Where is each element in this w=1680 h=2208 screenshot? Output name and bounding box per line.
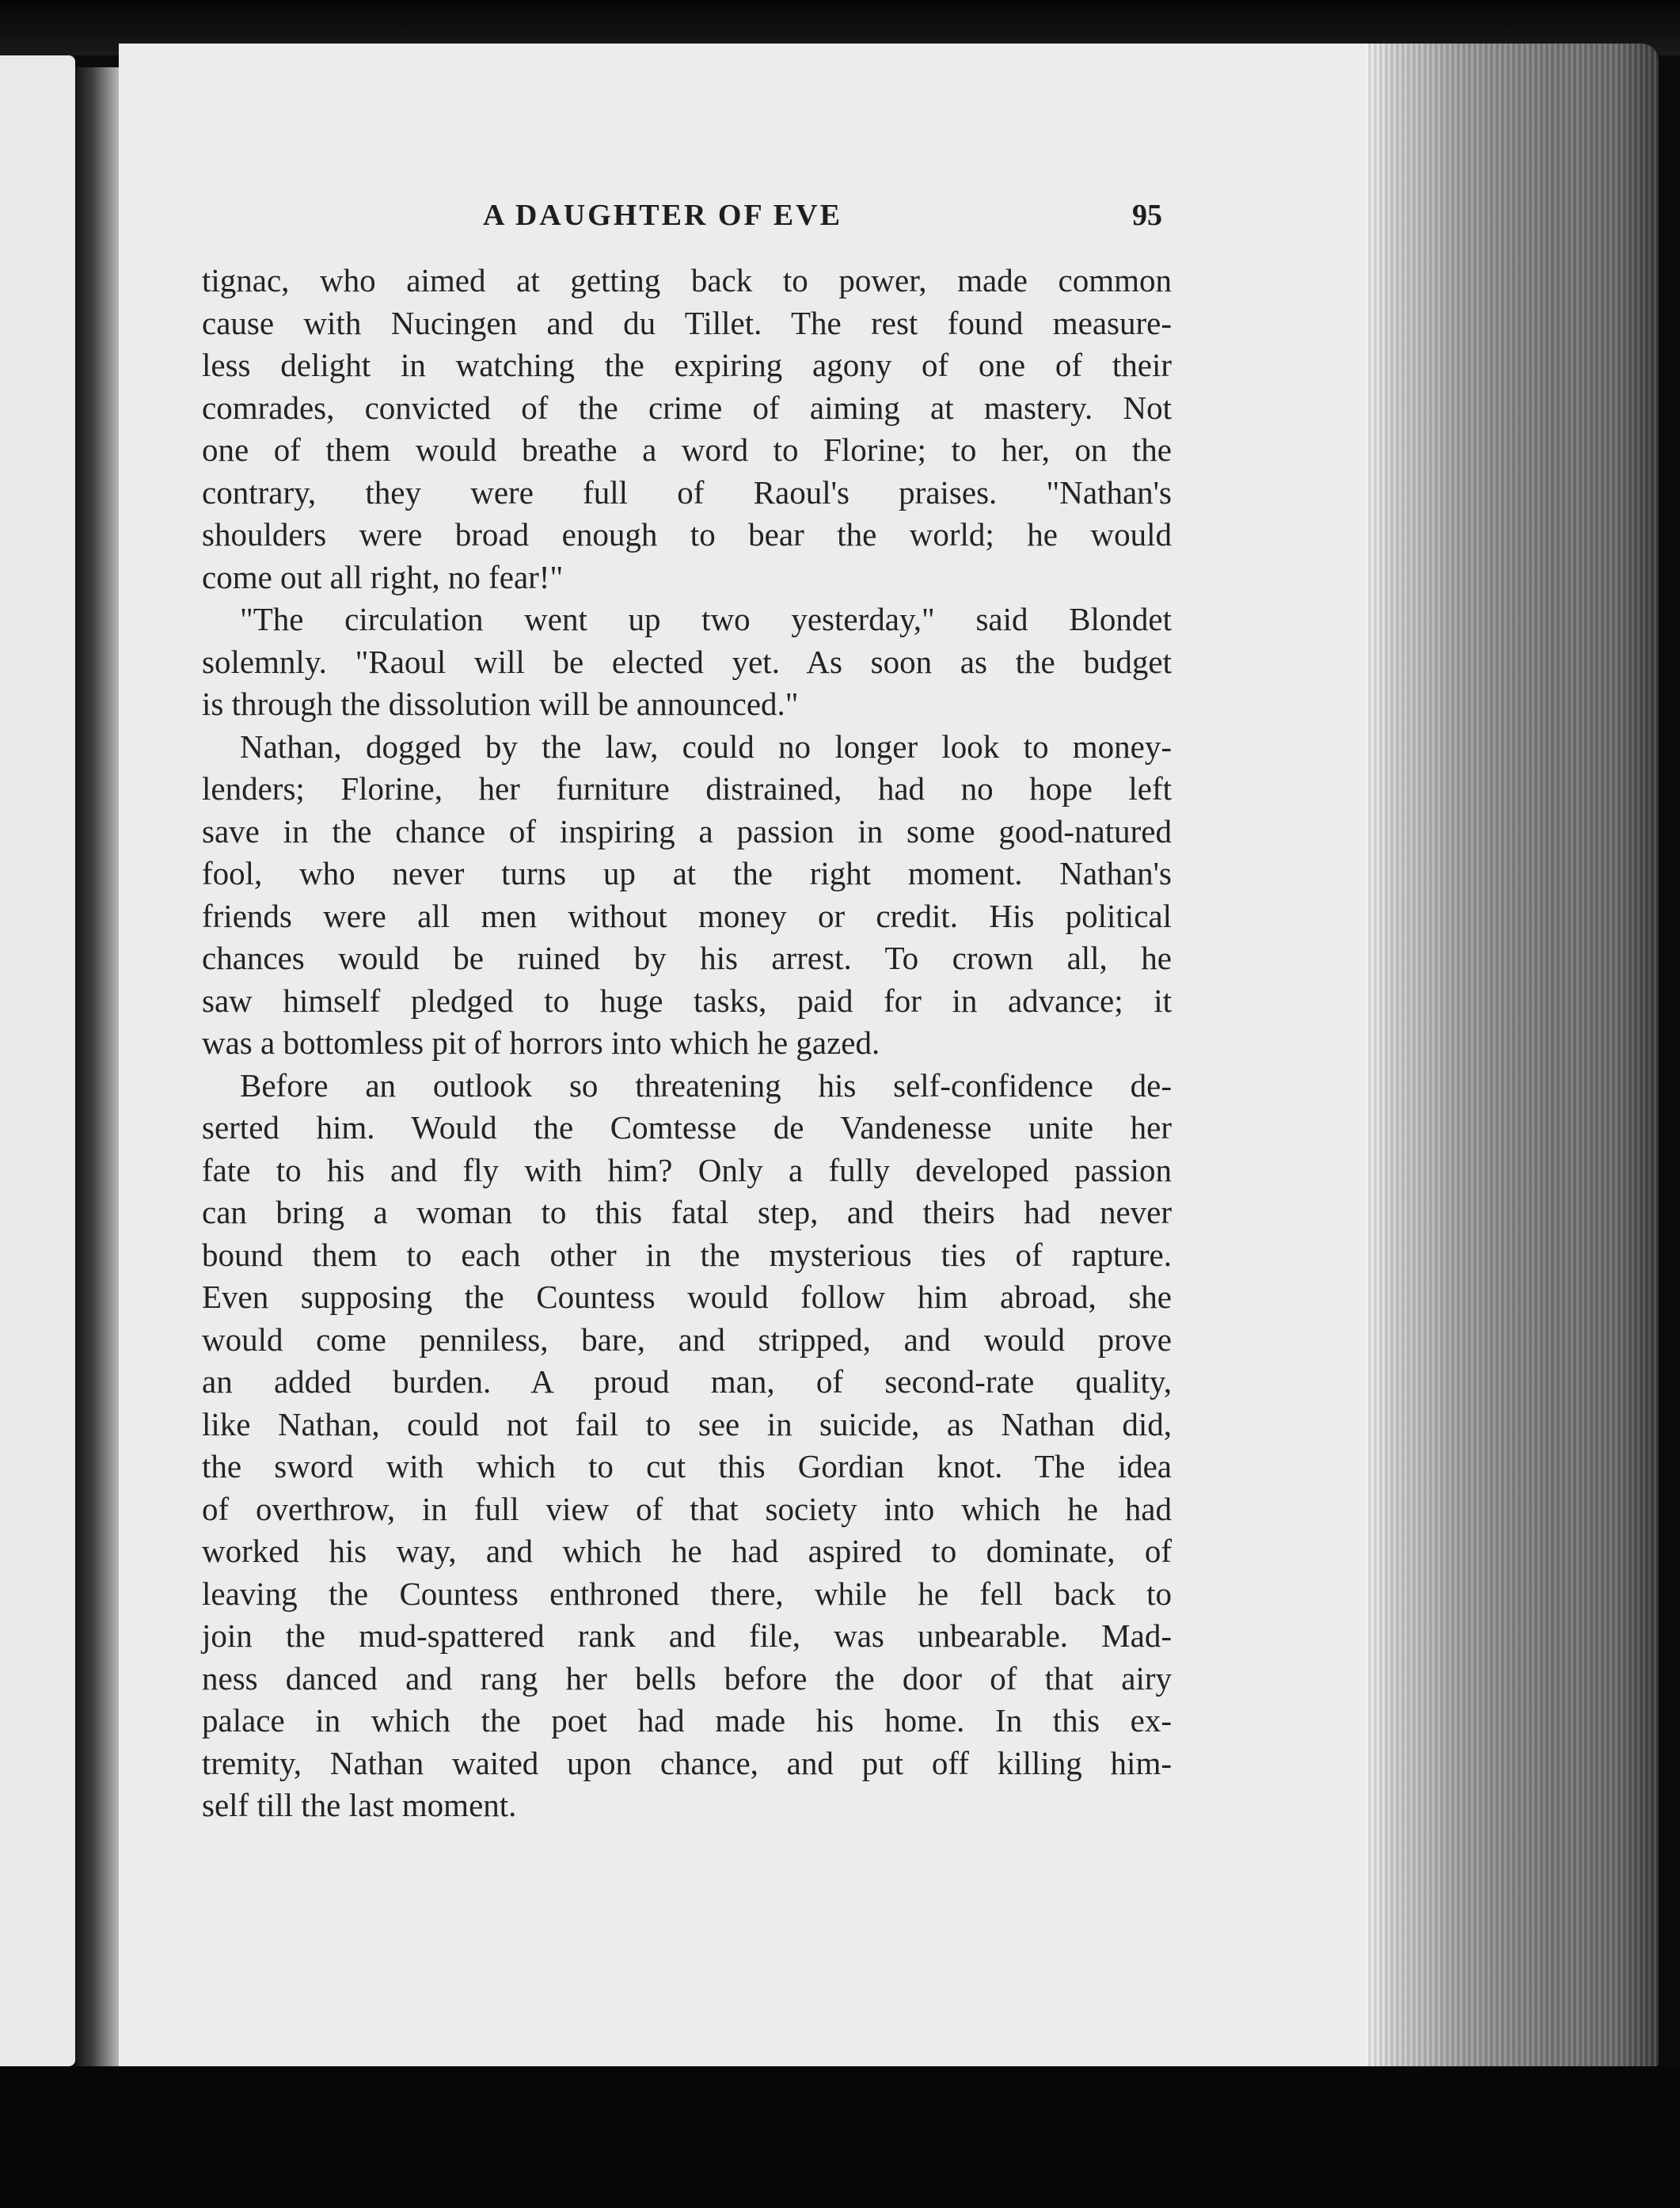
text-line: comrades, convicted of the crime of aiming at mastery. Not [202, 389, 1172, 426]
scan-bottom-border [0, 2066, 1680, 2208]
running-title: A DAUGHTER OF EVE [483, 199, 842, 232]
text-line: lenders; Florine, her furniture distrained, had no hope left [202, 770, 1172, 807]
text-line: ness danced and rang her bells before the door of that airy [202, 1659, 1172, 1697]
facing-page-edge [0, 55, 75, 2066]
text-line: was a bottomless pit of horrors into which he gazed. [202, 1024, 880, 1061]
text-line: "The circulation went up two yesterday," said Blondet [240, 601, 1172, 637]
text-line: friends were all men without money or credit. His political [202, 897, 1172, 934]
text-line: would come penniless, bare, and stripped, and would prove [202, 1321, 1172, 1358]
text-line: join the mud-spattered rank and file, was unbearable. Mad- [202, 1617, 1172, 1654]
text-line: palace in which the poet had made his home. In this ex- [202, 1702, 1172, 1739]
text-line: an added burden. A proud man, of second-rate quality, [202, 1363, 1172, 1400]
text-line: bound them to each other in the mysterious ties of rapture. [202, 1236, 1172, 1273]
text-line: serted him. Would the Comtesse de Vandenesse unite her [202, 1109, 1172, 1146]
text-line: worked his way, and which he had aspired to dominate, of [202, 1533, 1172, 1569]
text-line: one of them would breathe a word to Florine; to her, on the [202, 431, 1172, 468]
text-line: the sword with which to cut this Gordian knot. The idea [202, 1448, 1172, 1484]
text-line: shoulders were broad enough to bear the world; he would [202, 516, 1172, 553]
text-line: Before an outlook so threatening his self-confidence de- [240, 1066, 1172, 1104]
page-header [119, 198, 1370, 245]
text-line: saw himself pledged to huge tasks, paid for in advance; it [202, 982, 1172, 1019]
book-gutter-shadow [75, 67, 123, 2066]
text-line: leaving the Countess enthroned there, while he fell back to [202, 1575, 1172, 1612]
text-line: fool, who never turns up at the right moment. Nathan's [202, 855, 1172, 891]
text-line: self till the last moment. [202, 1787, 517, 1823]
text-line: like Nathan, could not fail to see in suicide, as Nathan did, [202, 1405, 1172, 1442]
text-line: save in the chance of inspiring a passion in some good-natured [202, 812, 1172, 849]
text-line: come out all right, no fear!" [202, 558, 564, 595]
text-line: can bring a woman to this fatal step, and theirs had never [202, 1194, 1172, 1230]
text-line: cause with Nucingen and du Tillet. The rest found measure- [202, 304, 1172, 341]
text-line: contrary, they were full of Raoul's praises. "Nathan's [202, 473, 1172, 511]
text-line: fate to his and fly with him? Only a fully developed passion [202, 1151, 1172, 1188]
text-line: solemnly. "Raoul will be elected yet. As soon as the budget [202, 643, 1172, 680]
text-line: Even supposing the Countess would follow him abroad, she [202, 1279, 1172, 1315]
body-text [202, 260, 1172, 1827]
page-number: 95 [1132, 199, 1162, 232]
text-line: is through the dissolution will be announced." [202, 686, 799, 722]
page-block-edge [1366, 44, 1659, 2078]
text-line: Nathan, dogged by the law, could no longer look to money- [240, 728, 1172, 765]
text-line: chances would be ruined by his arrest. To crown all, he [202, 940, 1172, 976]
text-line: tremity, Nathan waited upon chance, and put off killing him- [202, 1744, 1172, 1781]
text-line: of overthrow, in full view of that society into which he had [202, 1490, 1172, 1527]
text-line: less delight in watching the expiring agony of one of their [202, 347, 1172, 383]
text-line: tignac, who aimed at getting back to power, made common [202, 262, 1172, 298]
